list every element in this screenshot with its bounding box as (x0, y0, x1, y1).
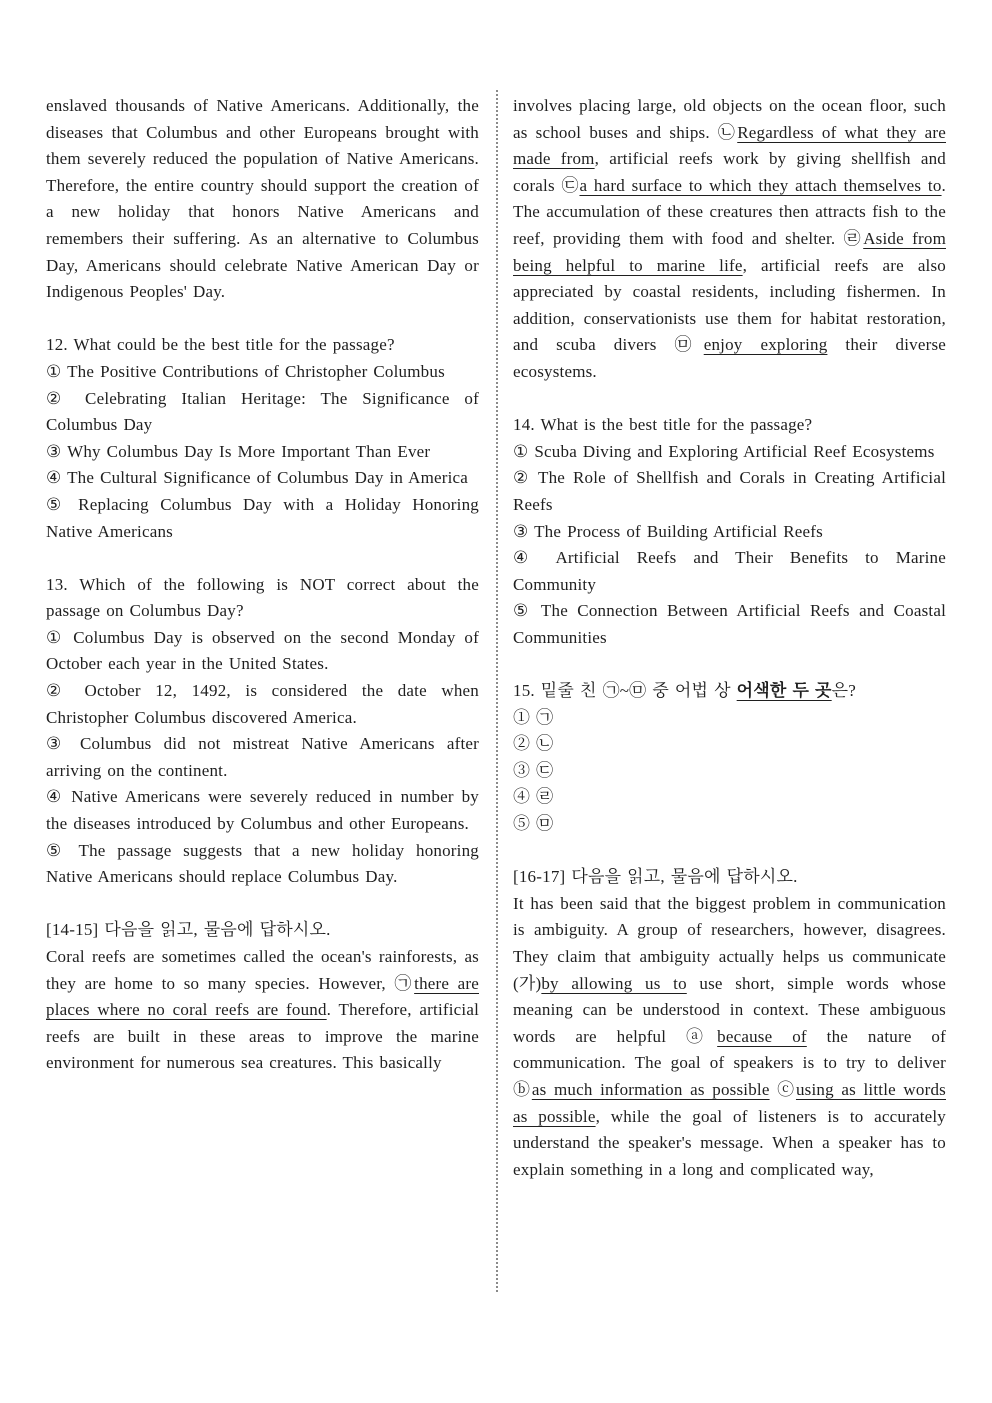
underlined-text: a hard surface to which they attach themselves to (579, 175, 942, 195)
underlined-text: Aside from being helpful to marine life (513, 228, 946, 275)
question-13-option-2 (46, 678, 479, 731)
underlined-text: Regardless of what they are made from (513, 122, 946, 169)
left-column (46, 93, 479, 1077)
text-segment: the nature of communication. The goal of speakers is to try to deliver ⓑ (513, 1026, 946, 1099)
text-segment: ② ㉡ (513, 734, 554, 754)
underlined-text: 어색한 두 곳 (736, 681, 832, 701)
text-segment: ② The Role of Shellfish and Corals in Creating Artificial Reefs (513, 468, 946, 514)
section-header-14-15 (46, 917, 479, 944)
text-segment: 12. What could be the best title for the passage? (46, 335, 395, 355)
passage-columbus-continuation (46, 93, 479, 306)
text-segment: ④ ㉣ (513, 787, 554, 807)
underlined-text: there are places where no coral reefs are found (46, 973, 479, 1020)
right-column (513, 93, 946, 1183)
question-14-option-3 (513, 519, 946, 546)
text-segment: ② October 12, 1492, is considered the date when Christopher Columbus discovered America. (46, 681, 479, 727)
text-segment: , artificial reefs work by giving shellfish and corals ㉢ (513, 149, 946, 195)
question-14-stem (513, 412, 946, 439)
question-15-stem (513, 678, 946, 705)
question-15-option-4 (513, 784, 946, 811)
question-12-option-1 (46, 359, 479, 386)
text-segment: ① Columbus Day is observed on the second Monday of October each year in the United States. (46, 627, 479, 674)
question-12-option-2 (46, 386, 479, 439)
spacer (513, 386, 946, 413)
text-segment: their diverse ecosystems. (513, 335, 947, 381)
text-segment: [14-15] 다음을 읽고, 물음에 답하시오. (46, 920, 331, 940)
text-segment: . The accumulation of these creatures then attracts fish to the reef, providing them with food and shelter. ㉣ (513, 175, 946, 248)
text-segment: ③ The Process of Building Artificial Reefs (513, 521, 823, 541)
text-segment: Coral reefs are sometimes called the ocean's rainforests, as they are home to so many species. However, ㉠ (46, 947, 479, 993)
underlined-text: because of (717, 1026, 807, 1046)
question-12-stem (46, 332, 479, 359)
question-13-option-4 (46, 784, 479, 837)
text-segment: ① Scuba Diving and Exploring Artificial Reef Ecosystems (513, 441, 935, 461)
spacer (513, 651, 946, 678)
question-15-option-1 (513, 705, 946, 732)
question-15-option-5 (513, 811, 946, 838)
spacer (46, 545, 479, 572)
question-13-option-5 (46, 838, 479, 891)
question-13-option-1 (46, 625, 479, 678)
text-segment: ⑤ Replacing Columbus Day with a Holiday Honoring Native Americans (46, 494, 479, 541)
question-13-option-3 (46, 731, 479, 784)
text-segment: . Therefore, artificial reefs are built in these areas to improve the marine environment for numerous sea creatures. This basically (46, 1000, 479, 1073)
underlined-text: enjoy exploring (703, 335, 828, 355)
question-14-option-1 (513, 439, 946, 466)
text-segment: ⑤ The Connection Between Artificial Reefs and Coastal Communities (513, 601, 946, 647)
question-12-option-5 (46, 492, 479, 545)
text-segment: , artificial reefs are also appreciated by coastal residents, including fishermen. In addition, conservationists use them for habitat restoration, and scuba divers ㉤ (513, 255, 946, 355)
spacer (46, 306, 479, 333)
text-segment: ③ Columbus did not mistreat Native Americans after arriving on the continent. (46, 734, 479, 780)
text-segment: ④ Artificial Reefs and Their Benefits to Marine Community (513, 548, 946, 594)
text-segment: ③ ㉢ (513, 760, 554, 780)
text-segment: involves placing large, old objects on the ocean floor, such as school buses and ships. ㉡ (513, 96, 946, 142)
text-segment: ① The Positive Contributions of Christopher Columbus (46, 361, 445, 381)
text-segment: use short, simple words whose meaning can be understood in context. These ambiguous words are helpful ⓐ (513, 973, 946, 1046)
text-segment: , while the goal of listeners is to accurately understand the speaker's message. When a speaker has to explain something in a long and complicated way, (513, 1106, 946, 1179)
question-15-option-2 (513, 731, 946, 758)
question-12-option-4 (46, 465, 479, 492)
text-segment: enslaved thousands of Native Americans. Additionally, the diseases that Columbus and other Europeans brought with them severely reduced the population of Native Americans. Therefore, the entire country should support the creation of a new holiday that honors Native Americans and remembers their suffering. As an alternative to Columbus Day, Americans should celebrate Native American Day or Indigenous Peoples' Day. (46, 96, 479, 302)
question-14-option-4 (513, 545, 946, 598)
underlined-text: as much information as possible (531, 1079, 770, 1099)
text-segment: It has been said that the biggest problem in communication is ambiguity. A group of researchers, however, disagrees. They claim that ambiguity actually helps us communicate (가) (513, 893, 946, 993)
text-segment: 14. What is the best title for the passage? (513, 415, 813, 435)
text-segment: [16-17] 다음을 읽고, 물음에 답하시오. (513, 867, 798, 887)
question-12-option-3 (46, 439, 479, 466)
text-segment: ⑤ ㉤ (513, 814, 554, 834)
section-header-16-17 (513, 864, 946, 891)
passage-coral-reefs-part1 (46, 944, 479, 1077)
text-segment: 은? (831, 681, 857, 701)
question-13-stem (46, 572, 479, 625)
text-segment: ③ Why Columbus Day Is More Important Than Ever (46, 441, 431, 461)
passage-coral-reefs-part2 (513, 93, 946, 386)
underlined-text: by allowing us to (541, 973, 687, 993)
text-segment: ④ Native Americans were severely reduced in number by the diseases introduced by Columbus and other Europeans. (46, 787, 479, 834)
text-segment: 13. Which of the following is NOT correct about the passage on Columbus Day? (46, 574, 479, 621)
text-segment: 15. 밑줄 친 ㉠~㉤ 중 어법 상 (513, 681, 737, 701)
text-segment: ① ㉠ (513, 707, 554, 727)
question-15-option-3 (513, 758, 946, 785)
text-segment: ⑤ The passage suggests that a new holiday honoring Native Americans should replace Columbus Day. (46, 840, 479, 887)
column-divider (496, 90, 498, 1292)
underlined-text: using as little words as possible (513, 1079, 946, 1126)
question-14-option-5 (513, 598, 946, 651)
passage-ambiguity (513, 891, 946, 1184)
spacer (513, 838, 946, 865)
spacer (46, 891, 479, 918)
text-segment: ② Celebrating Italian Heritage: The Significance of Columbus Day (46, 388, 479, 435)
text-segment: ④ The Cultural Significance of Columbus Day in America (46, 468, 469, 488)
text-segment: ⓒ (769, 1079, 796, 1099)
question-14-option-2 (513, 465, 946, 518)
